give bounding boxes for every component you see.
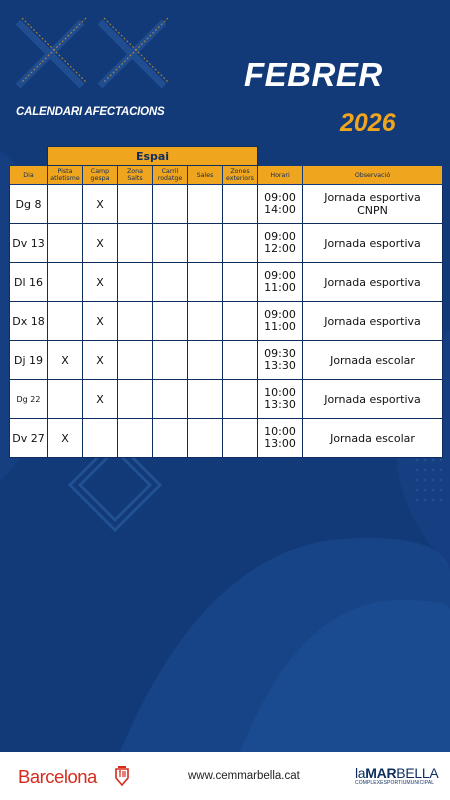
observacio-line: Jornada esportiva (324, 314, 421, 328)
col-header-camp-gespa: Camp gespa (83, 166, 118, 185)
column-header-row (10, 166, 443, 185)
horari-start: 09:00 (264, 269, 296, 282)
cell-dia: Dl 16 (10, 263, 48, 302)
calendar-subtitle: CALENDARI AFECTACIONS (16, 106, 165, 118)
cell-espai-mark (153, 263, 188, 302)
cell-observacio (303, 224, 443, 263)
table-row (10, 419, 443, 458)
year-title: 2026 (340, 109, 396, 137)
table-row (10, 224, 443, 263)
cell-espai-mark (118, 224, 153, 263)
barcelona-emblem-icon (113, 765, 131, 787)
table-row (10, 185, 443, 224)
cell-espai-mark (153, 419, 188, 458)
cell-dia: Dg 8 (10, 185, 48, 224)
cell-observacio (303, 341, 443, 380)
cell-espai-mark (118, 419, 153, 458)
observacio-line: CNPN (357, 204, 388, 217)
col-header-carril-rodatge: Carril rodatge (153, 166, 188, 185)
cell-espai-mark (48, 224, 83, 263)
cell-espai-mark: X (83, 380, 118, 419)
cell-dia: Dx 18 (10, 302, 48, 341)
horari-end: 14:00 (264, 203, 296, 216)
horari-end: 13:30 (264, 359, 296, 372)
col-header-sales: Sales (188, 166, 223, 185)
cell-observacio (303, 302, 443, 341)
cell-espai-mark (153, 224, 188, 263)
cell-espai-mark (153, 185, 188, 224)
cell-dia: Dv 13 (10, 224, 48, 263)
cell-dia: Dj 19 (10, 341, 48, 380)
cell-espai-mark (188, 302, 223, 341)
cell-espai-mark: X (48, 419, 83, 458)
cell-observacio (303, 380, 443, 419)
horari-start: 09:00 (264, 308, 296, 321)
schedule-table (9, 146, 443, 458)
cell-espai-mark (188, 263, 223, 302)
cell-horari (258, 419, 303, 458)
la-marbella-logo: laMARBELLA COMPLEXESPORTIUMUNICIPAL (355, 765, 439, 786)
cell-espai-mark (223, 419, 258, 458)
cell-horari (258, 380, 303, 419)
website-link[interactable]: www.cemmarbella.cat (188, 770, 300, 782)
cell-espai-mark (118, 263, 153, 302)
cell-espai-mark (48, 185, 83, 224)
table-row (10, 263, 443, 302)
horari-end: 13:30 (264, 398, 296, 411)
barcelona-logo: Barcelona (18, 766, 97, 787)
cell-espai-mark (188, 185, 223, 224)
cell-espai-mark (48, 302, 83, 341)
cell-espai-mark: X (83, 185, 118, 224)
observacio-line: Jornada escolar (330, 353, 415, 367)
cell-observacio (303, 185, 443, 224)
horari-start: 09:30 (264, 347, 296, 360)
cell-espai-mark (188, 224, 223, 263)
table-row (10, 341, 443, 380)
cell-espai-mark (118, 380, 153, 419)
cell-espai-mark: X (83, 263, 118, 302)
cell-espai-mark (153, 380, 188, 419)
espai-group-header: Espai (48, 147, 258, 166)
cell-dia: Dv 27 (10, 419, 48, 458)
cell-espai-mark (223, 380, 258, 419)
cell-espai-mark: X (83, 302, 118, 341)
footer (0, 752, 450, 800)
observacio-line: Jornada esportiva (324, 191, 421, 204)
horari-end: 12:00 (264, 242, 296, 255)
cell-espai-mark (48, 263, 83, 302)
cell-horari (258, 185, 303, 224)
cell-espai-mark: X (83, 341, 118, 380)
cell-espai-mark (223, 224, 258, 263)
cell-horari (258, 224, 303, 263)
cell-espai-mark (223, 302, 258, 341)
observacio-line: Jornada esportiva (324, 392, 421, 406)
col-header-observacio: Observació (303, 166, 443, 185)
col-header-zones-exteriors: Zones exteriors (223, 166, 258, 185)
cell-espai-mark (188, 341, 223, 380)
table-row (10, 302, 443, 341)
cell-dia: Dg 22 (10, 380, 48, 419)
cell-observacio (303, 419, 443, 458)
col-header-pista-atletisme: Pista atletisme (48, 166, 83, 185)
cell-horari (258, 302, 303, 341)
horari-start: 09:00 (264, 191, 296, 204)
cell-observacio (303, 263, 443, 302)
table-row (10, 380, 443, 419)
cell-espai-mark: X (48, 341, 83, 380)
horari-start: 10:00 (264, 386, 296, 399)
cell-espai-mark (223, 185, 258, 224)
cell-espai-mark (83, 419, 118, 458)
cell-horari (258, 341, 303, 380)
cell-espai-mark (223, 341, 258, 380)
observacio-line: Jornada escolar (330, 431, 415, 445)
horari-end: 11:00 (264, 320, 296, 333)
horari-start: 09:00 (264, 230, 296, 243)
cell-horari (258, 263, 303, 302)
cell-espai-mark (188, 419, 223, 458)
cell-espai-mark (118, 341, 153, 380)
horari-start: 10:00 (264, 425, 296, 438)
horari-end: 13:00 (264, 437, 296, 450)
col-header-dia: Dia (10, 166, 48, 185)
cell-espai-mark (153, 302, 188, 341)
col-header-zona-salts: Zona Salts (118, 166, 153, 185)
col-header-horari: Horari (258, 166, 303, 185)
cell-espai-mark: X (83, 224, 118, 263)
cell-espai-mark (118, 185, 153, 224)
horari-end: 11:00 (264, 281, 296, 294)
cell-espai-mark (153, 341, 188, 380)
month-title: FEBRER (244, 56, 383, 93)
group-header-row (10, 147, 443, 166)
cell-espai-mark (118, 302, 153, 341)
observacio-line: Jornada esportiva (324, 236, 421, 250)
cell-espai-mark (188, 380, 223, 419)
observacio-line: Jornada esportiva (324, 275, 421, 289)
cell-espai-mark (48, 380, 83, 419)
cell-espai-mark (223, 263, 258, 302)
